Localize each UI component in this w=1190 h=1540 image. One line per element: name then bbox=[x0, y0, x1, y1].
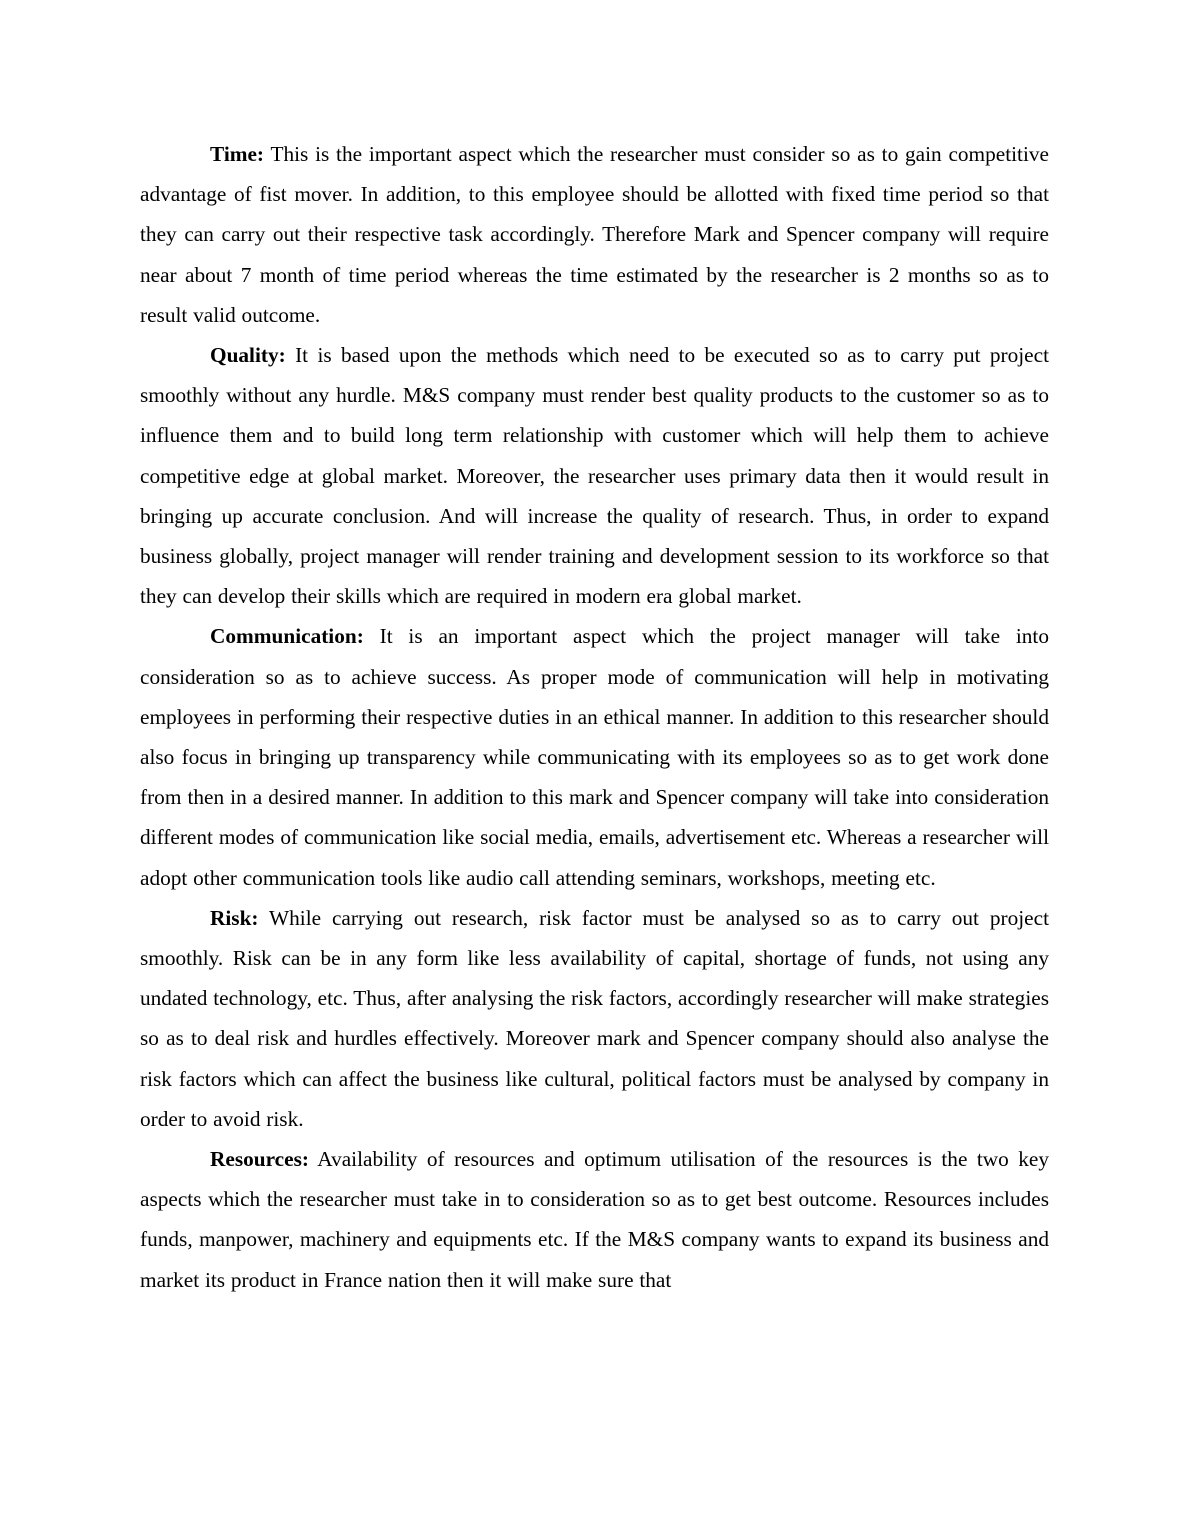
paragraph-quality bbox=[140, 335, 1049, 616]
paragraph-time bbox=[140, 134, 1049, 335]
heading-resources: Resources: bbox=[210, 1147, 309, 1172]
heading-time: Time: bbox=[210, 142, 265, 166]
paragraph-time-text: This is the important aspect which the researcher must consider so as to gain competitive advantage of fist mover. In addition, to this employee should be allotted with fixed time period so that they can carry out their respective task accordingly. Therefore Mark and Spencer company will require near about 7 month of time period whereas the time estimated by the researcher is 2 months so as to result valid outcome. bbox=[140, 142, 1049, 327]
paragraph-resources-text: Availability of resources and optimum utilisation of the resources is the two key aspects which the researcher must take in to consideration so as to get best outcome. Resources includes funds, manpower, machinery and equipments etc. If the M&S company wants to expand its business and market its product in France nation then it will make sure that bbox=[140, 1147, 1050, 1292]
document-body bbox=[140, 134, 1049, 1300]
paragraph-quality-text: It is based upon the methods which need to be executed so as to carry put project smoothly without any hurdle. M&S company must render best quality products to the customer so as to influence them and to build long term relationship with customer which will help them to achieve competitive edge at global market. Moreover, the researcher uses primary data then it would result in bringing up accurate conclusion. And will increase the quality of research. Thus, in order to expand business globally, project manager will render training and development session to its workforce so that they can develop their skills which are required in modern era global market. bbox=[140, 343, 1049, 609]
heading-quality: Quality: bbox=[210, 343, 286, 368]
paragraph-communication-text: It is an important aspect which the project manager will take into consideration so as to achieve success. As proper mode of communication will help in motivating employees in performing their respective duties in an ethical manner. In addition to this researcher should also focus in bringing up transparency while communicating with its employees so as to get work done from then in a desired manner. In addition to this mark and Spencer company will take into consideration different modes of communication like social media, emails, advertisement etc. Whereas a researcher will adopt other communication tools like audio call attending seminars, workshops, meeting etc. bbox=[140, 624, 1050, 890]
heading-communication: Communication: bbox=[210, 624, 364, 649]
paragraph-risk-text: While carrying out research, risk factor must be analysed so as to carry out project smoothly. Risk can be in any form like less availability of capital, shortage of funds, not using any undated technology, etc. Thus, after analysing the risk factors, accordingly researcher will make strategies so as to deal risk and hurdles effectively. Moreover mark and Spencer company should also analyse the risk factors which can affect the business like cultural, political factors must be analysed by company in order to avoid risk. bbox=[140, 905, 1049, 1131]
paragraph-communication bbox=[140, 616, 1049, 897]
heading-risk: Risk: bbox=[210, 905, 259, 930]
paragraph-risk bbox=[140, 898, 1049, 1139]
paragraph-resources bbox=[140, 1139, 1049, 1300]
